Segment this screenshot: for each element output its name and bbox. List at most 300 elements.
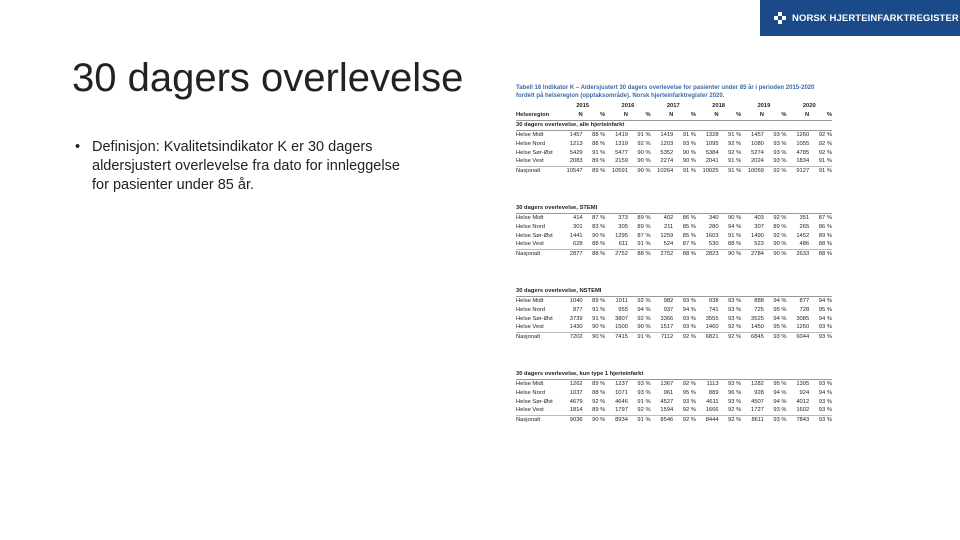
value-cell: 1037 — [569, 389, 583, 396]
value-cell: 628 — [572, 241, 583, 248]
survival-table — [516, 84, 832, 425]
value-cell: 2083 — [569, 158, 583, 165]
value-cell: 89 % — [592, 158, 606, 165]
value-cell: 92 % — [637, 407, 651, 414]
value-cell: 93 % — [773, 149, 787, 156]
value-cell: 1071 — [615, 389, 628, 396]
table-row — [516, 166, 832, 175]
value-cell: 1490 — [751, 232, 764, 239]
value-cell: 1814 — [569, 407, 583, 414]
year-header: 2016 — [621, 103, 635, 110]
value-cell: 1460 — [705, 324, 719, 331]
value-cell: 89 % — [637, 223, 651, 230]
value-cell: 351 — [799, 214, 810, 221]
value-cell: 89 % — [818, 232, 832, 239]
value-cell: 2877 — [560, 249, 583, 258]
value-cell: 10264 — [651, 166, 674, 175]
value-cell: 4785 — [796, 149, 810, 156]
table-row — [516, 231, 832, 240]
value-cell: 4527 — [660, 398, 674, 405]
value-cell: 95 % — [773, 306, 787, 313]
value-cell: 1282 — [751, 380, 764, 387]
year-header: 2018 — [712, 103, 726, 110]
value-cell: 92 % — [818, 149, 832, 156]
value-cell: 93 % — [728, 380, 742, 387]
n-header: N — [651, 111, 674, 120]
value-cell: 88 % — [673, 249, 696, 258]
region-cell: Helse Midt — [516, 214, 544, 221]
value-cell: 88 % — [592, 241, 606, 248]
value-cell: 88 % — [818, 241, 832, 248]
region-cell: Helse Midt — [516, 380, 544, 387]
value-cell: 4679 — [569, 398, 583, 405]
value-cell: 89 % — [773, 223, 787, 230]
value-cell: 93 % — [773, 407, 787, 414]
value-cell: 1452 — [796, 232, 810, 239]
value-cell: 3739 — [569, 315, 583, 322]
value-cell: 5384 — [705, 149, 719, 156]
region-cell: Helse Nord — [516, 223, 545, 230]
value-cell: 93 % — [682, 324, 696, 331]
region-cell: Helse Sør-Øst — [516, 149, 553, 156]
value-cell: 1328 — [705, 131, 719, 138]
value-cell: 877 — [572, 306, 583, 313]
value-cell: 93 % — [682, 315, 696, 322]
value-cell: 88 % — [628, 249, 651, 258]
table-caption: Tabell 16 Indikator K – Aldersjustert 30 dagers overlevelse for pasienter under 85 år i perioden 2015-2020 fordelt på helseregion (opptaksområde). Norsk hjerteinfarktregister 2020. — [516, 85, 815, 99]
region-cell: Helse Sør-Øst — [516, 232, 553, 239]
value-cell: 92 % — [764, 166, 787, 175]
table-row — [516, 297, 832, 306]
pct-header: % — [583, 111, 606, 120]
value-cell: 2752 — [651, 249, 674, 258]
table-row — [516, 157, 832, 166]
value-cell: 1419 — [615, 131, 628, 138]
value-cell: 523 — [754, 241, 764, 248]
value-cell: 92 % — [728, 140, 742, 147]
value-cell: 83 % — [592, 223, 606, 230]
value-cell: 403 — [754, 214, 764, 221]
value-cell: 340 — [708, 214, 719, 221]
year-header: 2019 — [757, 103, 771, 110]
value-cell: 92 % — [637, 297, 651, 304]
value-cell: 89 % — [592, 407, 606, 414]
logo-cross-icon — [774, 12, 786, 24]
value-cell: 305 — [618, 223, 628, 230]
value-cell: 88 % — [809, 249, 832, 258]
value-cell: 85 % — [682, 223, 696, 230]
value-cell: 1797 — [615, 407, 628, 414]
pct-header: % — [809, 111, 832, 120]
value-cell: 10025 — [696, 166, 719, 175]
region-cell: Helse Vest — [516, 241, 544, 248]
value-cell: 2041 — [705, 158, 719, 165]
region-cell: Helse Vest — [516, 324, 544, 331]
value-cell: 3807 — [615, 315, 628, 322]
value-cell: 1319 — [615, 140, 628, 147]
value-cell: 94 % — [818, 297, 832, 304]
value-cell: 88 % — [728, 241, 742, 248]
value-cell: 94 % — [773, 297, 787, 304]
value-cell: 91 % — [637, 241, 651, 248]
table-header — [516, 102, 832, 121]
registry-logo — [760, 0, 960, 36]
value-cell: 5429 — [569, 149, 583, 156]
value-cell: 1262 — [569, 380, 583, 387]
value-cell: 4012 — [796, 398, 810, 405]
value-cell: 93 % — [682, 297, 696, 304]
region-cell: Helse Vest — [516, 407, 544, 414]
table-section — [516, 121, 832, 176]
value-cell: 6821 — [696, 332, 719, 341]
value-cell: 924 — [799, 389, 810, 396]
value-cell: 1011 — [615, 297, 628, 304]
value-cell: 1727 — [751, 407, 764, 414]
section-title: 30 dagers overlevelse, kun type 1 hjerteinfarkt — [516, 370, 832, 380]
value-cell: 92 % — [728, 149, 742, 156]
table-row — [516, 148, 832, 157]
value-cell: 8546 — [651, 415, 674, 424]
value-cell: 90 % — [773, 241, 787, 248]
value-cell: 9127 — [787, 166, 810, 175]
region-cell: Helse Sør-Øst — [516, 398, 553, 405]
value-cell: 4646 — [615, 398, 628, 405]
region-cell: Helse Vest — [516, 158, 544, 165]
value-cell: 888 — [754, 297, 764, 304]
value-cell: 93 % — [728, 306, 742, 313]
value-cell: 2274 — [660, 158, 674, 165]
value-cell: 280 — [708, 223, 719, 230]
bullet-item — [72, 138, 402, 195]
value-cell: 2024 — [751, 158, 764, 165]
value-cell: 1441 — [569, 232, 583, 239]
value-cell: 373 — [618, 214, 628, 221]
value-cell: 93 % — [637, 380, 651, 387]
bullet-text: Definisjon: Kvalitetsindikator K er 30 dagers aldersjustert overlevelse fra dato for innleggelse for pasienter under 85 år. — [92, 139, 400, 193]
value-cell: 92 % — [773, 214, 787, 221]
value-cell: 265 — [799, 223, 810, 230]
value-cell: 91 % — [637, 131, 651, 138]
region-cell: Nasjonalt — [516, 166, 560, 175]
value-cell: 94 % — [818, 389, 832, 396]
value-cell: 93 % — [728, 315, 742, 322]
value-cell: 5274 — [751, 149, 764, 156]
value-cell: 92 % — [818, 131, 832, 138]
value-cell: 7112 — [651, 332, 674, 341]
value-cell: 91 % — [673, 166, 696, 175]
value-cell: 1666 — [705, 407, 719, 414]
value-cell: 91 % — [682, 131, 696, 138]
value-cell: 91 % — [728, 232, 742, 239]
value-cell: 928 — [754, 389, 764, 396]
value-cell: 96 % — [728, 389, 742, 396]
value-cell: 93 % — [809, 415, 832, 424]
value-cell: 90 % — [637, 324, 651, 331]
value-cell: 94 % — [637, 306, 651, 313]
value-cell: 87 % — [637, 232, 651, 239]
table-row — [516, 415, 832, 424]
value-cell: 91 % — [628, 332, 651, 341]
value-cell: 10591 — [605, 166, 628, 175]
value-cell: 301 — [572, 223, 583, 230]
value-cell: 90 % — [592, 232, 606, 239]
value-cell: 89 % — [637, 214, 651, 221]
value-cell: 90 % — [728, 214, 742, 221]
value-cell: 89 % — [592, 297, 606, 304]
bullet-list — [72, 138, 402, 195]
value-cell: 1237 — [615, 380, 628, 387]
table-row — [516, 222, 832, 231]
value-cell: 889 — [708, 389, 719, 396]
value-cell: 93 % — [728, 297, 742, 304]
table-row — [516, 214, 832, 223]
value-cell: 1834 — [796, 158, 810, 165]
value-cell: 93 % — [818, 398, 832, 405]
value-cell: 1500 — [615, 324, 628, 331]
value-cell: 10547 — [560, 166, 583, 175]
value-cell: 92 % — [673, 332, 696, 341]
value-cell: 3555 — [705, 315, 719, 322]
value-cell: 728 — [799, 306, 810, 313]
value-cell: 982 — [663, 297, 674, 304]
value-cell: 1305 — [796, 380, 810, 387]
value-cell: 88 % — [592, 131, 606, 138]
value-cell: 94 % — [773, 315, 787, 322]
table-row — [516, 388, 832, 397]
year-header: 2020 — [802, 103, 816, 110]
table-row — [516, 139, 832, 148]
table-row — [516, 314, 832, 323]
value-cell: 938 — [708, 297, 719, 304]
value-cell: 92 % — [728, 407, 742, 414]
value-cell: 1203 — [660, 140, 674, 147]
value-cell: 1367 — [660, 380, 674, 387]
value-cell: 611 — [618, 241, 628, 248]
value-cell: 211 — [664, 223, 674, 230]
value-cell: 92 % — [719, 415, 742, 424]
value-cell: 3366 — [660, 315, 674, 322]
value-cell: 90 % — [637, 149, 651, 156]
value-cell: 402 — [663, 214, 674, 221]
value-cell: 93 % — [682, 398, 696, 405]
value-cell: 741 — [708, 306, 719, 313]
value-cell: 95 % — [682, 389, 696, 396]
value-cell: 91 % — [809, 166, 832, 175]
value-cell: 88 % — [583, 249, 606, 258]
value-cell: 1457 — [751, 131, 764, 138]
value-cell: 961 — [663, 389, 674, 396]
value-cell: 2752 — [605, 249, 628, 258]
value-cell: 90 % — [764, 249, 787, 258]
value-cell: 93 % — [809, 332, 832, 341]
value-cell: 5352 — [660, 149, 674, 156]
pct-header: % — [719, 111, 742, 120]
region-cell: Nasjonalt — [516, 332, 560, 341]
n-header: N — [605, 111, 628, 120]
table-section — [516, 204, 832, 259]
value-cell: 90 % — [592, 324, 606, 331]
value-cell: 3085 — [796, 315, 810, 322]
value-cell: 90 % — [628, 166, 651, 175]
value-cell: 86 % — [818, 223, 832, 230]
logo-text: NORSK HJERTEINFARKTREGISTER — [792, 12, 959, 24]
value-cell: 1419 — [660, 131, 674, 138]
value-cell: 2784 — [741, 249, 764, 258]
value-cell: 7202 — [560, 332, 583, 341]
value-cell: 1040 — [569, 297, 583, 304]
table-row — [516, 323, 832, 332]
value-cell: 2159 — [615, 158, 628, 165]
table-row — [516, 406, 832, 415]
value-cell: 1517 — [660, 324, 674, 331]
value-cell: 877 — [799, 297, 810, 304]
region-cell: Helse Nord — [516, 389, 545, 396]
value-cell: 92 % — [818, 140, 832, 147]
value-cell: 93 % — [818, 380, 832, 387]
value-cell: 486 — [799, 241, 810, 248]
value-cell: 94 % — [773, 398, 787, 405]
value-cell: 91 % — [719, 166, 742, 175]
value-cell: 86 % — [682, 214, 696, 221]
value-cell: 1095 — [705, 140, 719, 147]
table-row — [516, 397, 832, 406]
value-cell: 87 % — [682, 241, 696, 248]
value-cell: 95 % — [773, 324, 787, 331]
value-cell: 92 % — [682, 407, 696, 414]
value-cell: 4507 — [751, 398, 764, 405]
value-cell: 91 % — [728, 158, 742, 165]
value-cell: 1602 — [796, 407, 810, 414]
table-section — [516, 370, 832, 425]
region-header: Helseregion — [516, 111, 560, 120]
region-cell: Helse Midt — [516, 131, 544, 138]
value-cell: 92 % — [592, 398, 606, 405]
value-cell: 10059 — [741, 166, 764, 175]
value-cell: 92 % — [673, 415, 696, 424]
value-cell: 1260 — [796, 324, 810, 331]
value-cell: 91 % — [628, 415, 651, 424]
table-row — [516, 332, 832, 341]
value-cell: 93 % — [773, 158, 787, 165]
value-cell: 94 % — [818, 315, 832, 322]
year-header: 2015 — [576, 103, 590, 110]
value-cell: 88 % — [592, 389, 606, 396]
region-cell: Helse Nord — [516, 140, 545, 147]
value-cell: 93 % — [764, 332, 787, 341]
value-cell: 7843 — [787, 415, 810, 424]
table-row — [516, 380, 832, 389]
value-cell: 92 % — [637, 315, 651, 322]
value-cell: 1450 — [751, 324, 764, 331]
value-cell: 88 % — [592, 140, 606, 147]
value-cell: 90 % — [637, 158, 651, 165]
section-title: 30 dagers overlevelse, STEMI — [516, 204, 832, 214]
year-header: 2017 — [666, 103, 680, 110]
value-cell: 1603 — [705, 232, 719, 239]
bullet-icon: • — [75, 139, 81, 155]
value-cell: 90 % — [583, 332, 606, 341]
value-cell: 3525 — [751, 315, 764, 322]
n-header: N — [787, 111, 810, 120]
value-cell: 9036 — [560, 415, 583, 424]
value-cell: 1430 — [569, 324, 583, 331]
value-cell: 94 % — [682, 306, 696, 313]
table-row — [516, 131, 832, 140]
table-row — [516, 240, 832, 249]
value-cell: 1295 — [615, 232, 628, 239]
value-cell: 1260 — [796, 131, 810, 138]
value-cell: 1213 — [569, 140, 583, 147]
value-cell: 955 — [618, 306, 628, 313]
table-section — [516, 287, 832, 342]
table-row — [516, 305, 832, 314]
value-cell: 90 % — [583, 415, 606, 424]
value-cell: 93 % — [818, 407, 832, 414]
value-cell: 92 % — [637, 140, 651, 147]
value-cell: 8611 — [741, 415, 764, 424]
section-title: 30 dagers overlevelse, NSTEMI — [516, 287, 832, 297]
region-cell: Nasjonalt — [516, 249, 560, 258]
value-cell: 95 % — [818, 306, 832, 313]
value-cell: 93 % — [773, 131, 787, 138]
value-cell: 93 % — [682, 140, 696, 147]
value-cell: 91 % — [637, 398, 651, 405]
value-cell: 93 % — [637, 389, 651, 396]
region-cell: Helse Sør-Øst — [516, 315, 553, 322]
value-cell: 937 — [663, 306, 674, 313]
value-cell: 93 % — [764, 415, 787, 424]
slide-title: 30 dagers overlevelse — [72, 56, 464, 100]
value-cell: 725 — [754, 306, 764, 313]
value-cell: 91 % — [818, 158, 832, 165]
value-cell: 524 — [663, 241, 674, 248]
value-cell: 1113 — [706, 380, 719, 387]
region-cell: Helse Nord — [516, 306, 545, 313]
value-cell: 85 % — [682, 232, 696, 239]
value-cell: 92 % — [682, 380, 696, 387]
value-cell: 94 % — [773, 389, 787, 396]
value-cell: 8934 — [605, 415, 628, 424]
value-cell: 8444 — [696, 415, 719, 424]
value-cell: 91 % — [728, 131, 742, 138]
region-cell: Helse Midt — [516, 297, 544, 304]
value-cell: 1457 — [569, 131, 583, 138]
n-header: N — [560, 111, 583, 120]
value-cell: 93 % — [818, 324, 832, 331]
value-cell: 87 % — [818, 214, 832, 221]
value-cell: 90 % — [682, 158, 696, 165]
value-cell: 5477 — [615, 149, 628, 156]
value-cell: 95 % — [773, 380, 787, 387]
value-cell: 87 % — [592, 214, 606, 221]
value-cell: 2633 — [787, 249, 810, 258]
value-cell: 530 — [708, 241, 719, 248]
pct-header: % — [628, 111, 651, 120]
value-cell: 6845 — [741, 332, 764, 341]
value-cell: 1594 — [660, 407, 674, 414]
table-row — [516, 249, 832, 258]
value-cell: 1080 — [751, 140, 764, 147]
value-cell: 2823 — [696, 249, 719, 258]
value-cell: 7415 — [605, 332, 628, 341]
value-cell: 1055 — [796, 140, 810, 147]
value-cell: 94 % — [728, 223, 742, 230]
value-cell: 89 % — [583, 166, 606, 175]
value-cell: 93 % — [773, 140, 787, 147]
value-cell: 307 — [754, 223, 764, 230]
value-cell: 92 % — [728, 324, 742, 331]
n-header: N — [741, 111, 764, 120]
